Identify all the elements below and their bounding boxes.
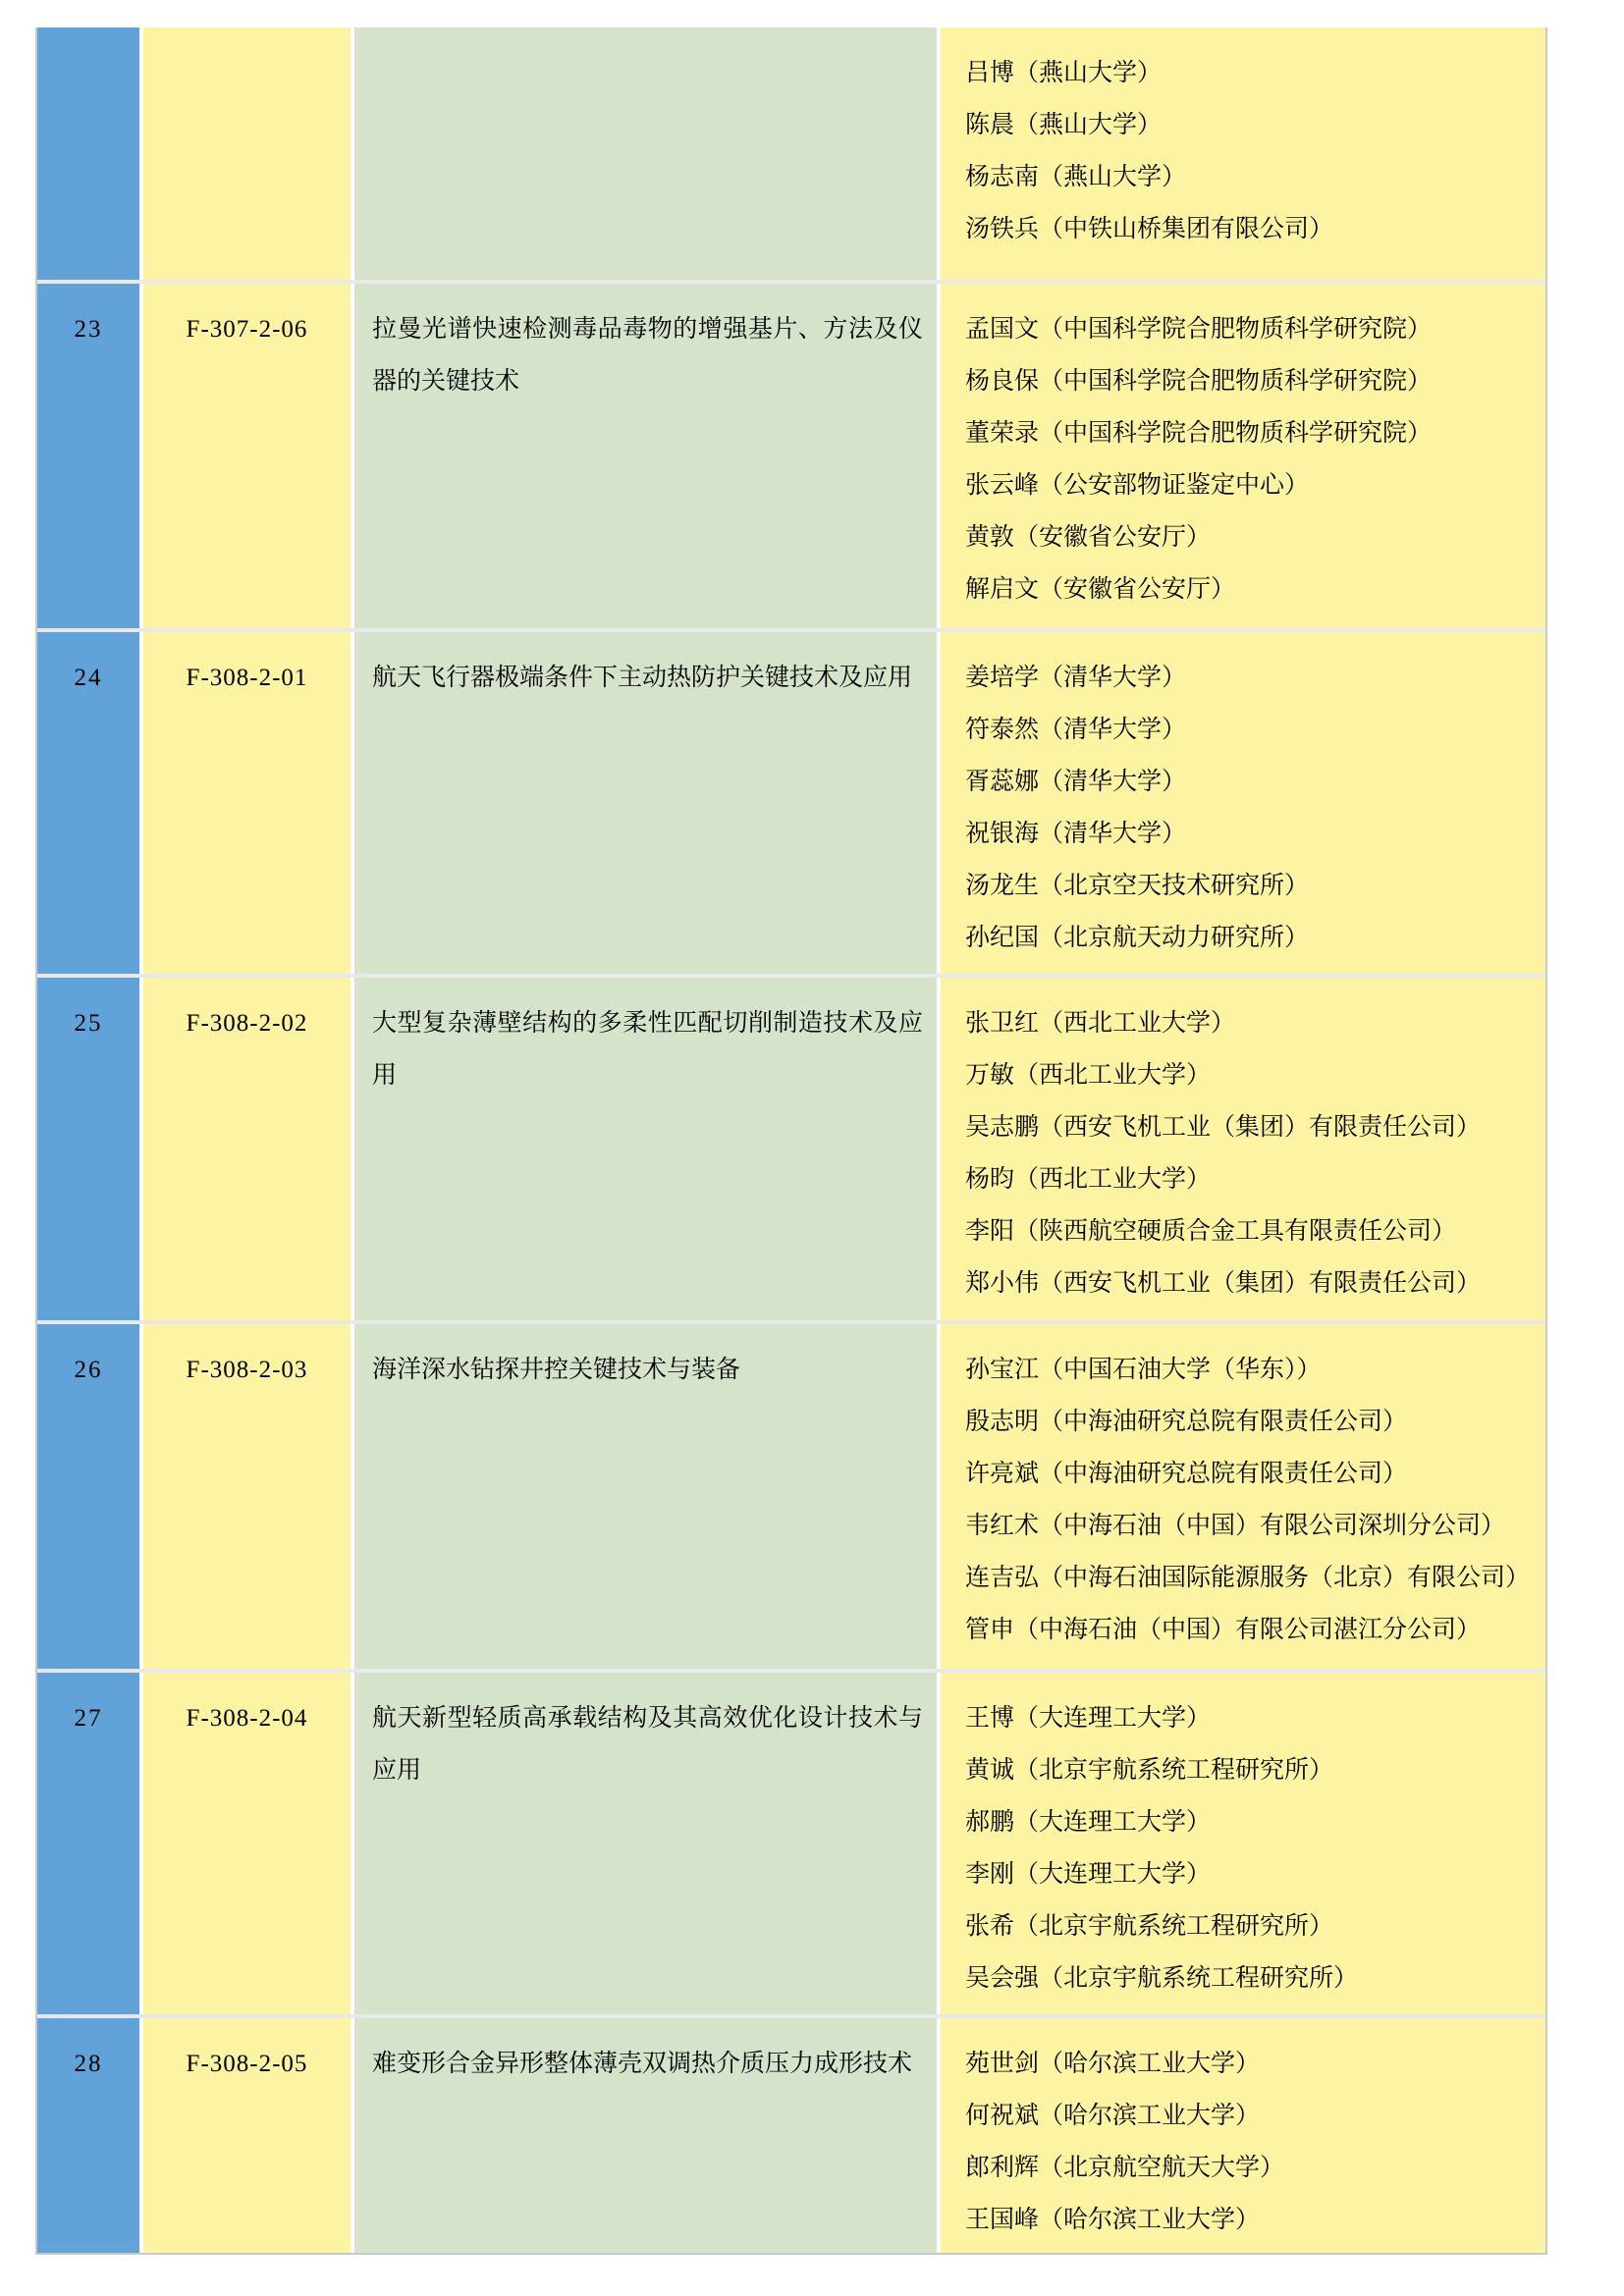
awardees-cell <box>937 2018 1545 2253</box>
table-row <box>37 280 1545 628</box>
awardee-list <box>965 1344 1536 1656</box>
project-title-cell <box>351 1324 937 1669</box>
awardee: 祝银海（清华大学） <box>965 821 1187 847</box>
row-number: 28 <box>74 2051 103 2077</box>
row-number-cell <box>37 1324 139 1669</box>
awardees-cell <box>937 1324 1545 1669</box>
awardee: 孙宝江（中国石油大学（华东）） <box>965 1357 1322 1383</box>
awardee: 王博（大连理工大学） <box>965 1705 1212 1732</box>
row-number-cell <box>37 632 139 974</box>
project-code-cell <box>139 27 351 280</box>
awardee: 吴志鹏（西安飞机工业（集团）有限责任公司） <box>965 1114 1482 1141</box>
awardee: 黄诚（北京宇航系统工程研究所） <box>965 1757 1334 1784</box>
project-code-cell <box>139 1324 351 1669</box>
awardee: 黄敦（安徽省公安厅） <box>965 524 1212 551</box>
row-number: 25 <box>74 1010 103 1037</box>
project-code: F-308-2-03 <box>186 1357 308 1383</box>
awardees-cell <box>937 27 1545 280</box>
awardee: 万敏（西北工业大学） <box>965 1062 1212 1089</box>
row-number: 27 <box>74 1705 103 1732</box>
awardee: 苑世剑（哈尔滨工业大学） <box>965 2051 1261 2077</box>
table-row <box>37 27 1545 280</box>
row-number-cell <box>37 2018 139 2253</box>
awardee: 汤铁兵（中铁山桥集团有限公司） <box>965 216 1334 242</box>
table-row <box>37 628 1545 974</box>
awardee: 郝鹏（大连理工大学） <box>965 1809 1212 1836</box>
awardee: 符泰然（清华大学） <box>965 717 1187 743</box>
awardee-list <box>965 652 1536 964</box>
project-code-cell <box>139 2018 351 2253</box>
awardees-cell <box>937 1673 1545 2014</box>
project-title: 难变形合金异形整体薄壳双调热介质压力成形技术 <box>372 2051 913 2077</box>
awardee: 管申（中海石油（中国）有限公司湛江分公司） <box>965 1617 1482 1643</box>
row-number: 23 <box>74 316 103 343</box>
awardee: 孟国文（中国科学院合肥物质科学研究院） <box>965 316 1433 343</box>
table-row <box>37 974 1545 1320</box>
awardee: 汤龙生（北京空天技术研究所） <box>965 873 1310 899</box>
awardees-cell <box>937 978 1545 1320</box>
project-title-cell <box>351 2018 937 2253</box>
awardee: 连吉弘（中海石油国际能源服务（北京）有限公司） <box>965 1565 1531 1591</box>
project-code: F-307-2-06 <box>186 316 308 343</box>
awardees-cell <box>937 284 1545 628</box>
project-title-cell <box>351 284 937 628</box>
awardee: 胥蕊娜（清华大学） <box>965 769 1187 795</box>
awardee: 孙纪国（北京航天动力研究所） <box>965 925 1310 951</box>
project-title: 海洋深水钻探井控关键技术与装备 <box>372 1357 741 1383</box>
project-title-cell <box>351 1673 937 2014</box>
project-code-cell <box>139 1673 351 2014</box>
row-number: 24 <box>74 665 103 691</box>
project-code: F-308-2-01 <box>186 665 308 691</box>
awards-table <box>35 27 1547 2255</box>
awardee: 王国峰（哈尔滨工业大学） <box>965 2207 1261 2233</box>
awardee: 张云峰（公安部物证鉴定中心） <box>965 472 1310 499</box>
project-title: 拉曼光谱快速检测毒品毒物的增强基片、方法及仪器的关键技术 <box>372 316 923 395</box>
awardee: 董荣录（中国科学院合肥物质科学研究院） <box>965 420 1433 447</box>
project-code-cell <box>139 284 351 628</box>
project-title: 大型复杂薄壁结构的多柔性匹配切削制造技术及应用 <box>372 1010 923 1089</box>
awardee: 李阳（陕西航空硬质合金工具有限责任公司） <box>965 1218 1457 1245</box>
row-number-cell <box>37 1673 139 2014</box>
row-number-cell <box>37 27 139 280</box>
project-title-cell <box>351 978 937 1320</box>
awardee: 解启文（安徽省公安厅） <box>965 576 1236 603</box>
awardee-list <box>965 997 1536 1309</box>
awardee: 郑小伟（西安飞机工业（集团）有限责任公司） <box>965 1270 1482 1297</box>
project-code: F-308-2-04 <box>186 1705 308 1732</box>
project-title-cell <box>351 632 937 974</box>
awardee: 吴会强（北京宇航系统工程研究所） <box>965 1965 1359 1992</box>
awardee: 张希（北京宇航系统工程研究所） <box>965 1913 1334 1940</box>
table-row <box>37 1320 1545 1669</box>
awardee: 张卫红（西北工业大学） <box>965 1010 1236 1037</box>
awardee-list <box>965 47 1536 255</box>
project-title-cell <box>351 27 937 280</box>
awardee: 殷志明（中海油研究总院有限责任公司） <box>965 1409 1408 1435</box>
project-code-cell <box>139 978 351 1320</box>
row-number-cell <box>37 284 139 628</box>
project-title: 航天飞行器极端条件下主动热防护关键技术及应用 <box>372 665 913 691</box>
awardee: 吕博（燕山大学） <box>965 60 1163 86</box>
awardee: 韦红术（中海石油（中国）有限公司深圳分公司） <box>965 1513 1506 1539</box>
table-row <box>37 1669 1545 2014</box>
awardee: 许亮斌（中海油研究总院有限责任公司） <box>965 1461 1408 1487</box>
awardee: 杨志南（燕山大学） <box>965 164 1187 190</box>
awardee-list <box>965 1692 1536 2004</box>
project-code-cell <box>139 632 351 974</box>
awardee: 何祝斌（哈尔滨工业大学） <box>965 2103 1261 2129</box>
project-code: F-308-2-05 <box>186 2051 308 2077</box>
awardee: 姜培学（清华大学） <box>965 665 1187 691</box>
awardee-list <box>965 303 1536 615</box>
awardee: 李刚（大连理工大学） <box>965 1861 1212 1888</box>
project-title: 航天新型轻质高承载结构及其高效优化设计技术与应用 <box>372 1705 923 1784</box>
awardee-list <box>965 2038 1536 2246</box>
awardee: 杨良保（中国科学院合肥物质科学研究院） <box>965 368 1433 395</box>
row-number: 26 <box>74 1357 103 1383</box>
table-row <box>37 2014 1545 2253</box>
awardees-cell <box>937 632 1545 974</box>
awardee: 郎利辉（北京航空航天大学） <box>965 2155 1285 2181</box>
awardee: 陈晨（燕山大学） <box>965 112 1163 138</box>
project-code: F-308-2-02 <box>186 1010 308 1037</box>
row-number-cell <box>37 978 139 1320</box>
awardee: 杨昀（西北工业大学） <box>965 1166 1212 1193</box>
